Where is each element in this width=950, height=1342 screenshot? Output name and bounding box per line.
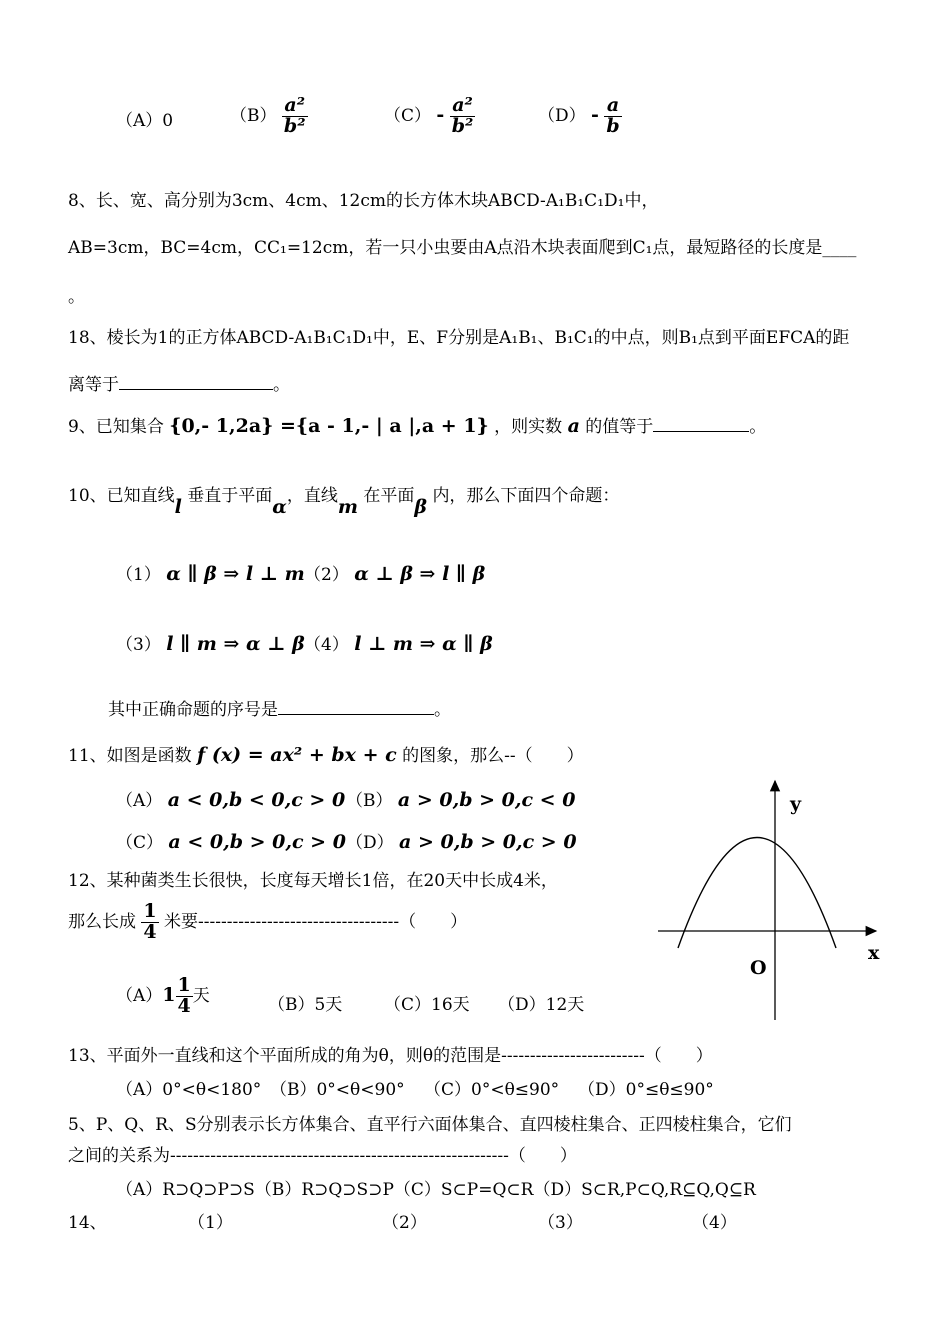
q9-set-equation: {0,- 1,2a} ={a - 1,- | a |,a + 1} [169, 415, 489, 437]
q7-option-c-fraction [450, 96, 476, 137]
q10-prop-3-expr: l ∥ m ⇒ α ⊥ β [166, 633, 305, 655]
q14-label: 14、 [68, 1213, 107, 1233]
q8-line2: AB=3cm，BC=4cm，CC₁=12cm，若一只小虫要由A点沿木块表面爬到C₁点，最短路径的长度是____ [68, 238, 857, 258]
q10-prop-4 [304, 630, 493, 655]
q12-line2 [68, 902, 467, 943]
q11-option-b [346, 786, 575, 811]
q7-option-b-label: （B） [230, 105, 277, 126]
q10-answer-prefix: 其中正确命题的序号是 [108, 700, 278, 720]
q12-option-d: （D）12天 [498, 995, 585, 1015]
q12-option-a [116, 976, 210, 1017]
q13-option-b: （B）0°<θ<90° [270, 1080, 405, 1100]
q10-prop-1-label: （1） [116, 565, 161, 585]
q7-option-d [538, 96, 622, 137]
q11-option-c-label: （C） [116, 833, 164, 853]
q11-line [68, 741, 584, 766]
q11-prefix: 11、如图是函数 [68, 746, 192, 766]
q18-answer-blank[interactable] [119, 373, 273, 390]
q12-prefix: 那么长成 [68, 911, 136, 932]
q7-c-denominator: b² [451, 114, 474, 137]
q11-suffix: 的图象，那么--（ ） [402, 746, 584, 766]
q8-line1: 8、长、宽、高分别为3cm、4cm、12cm的长方体木块ABCD-A₁B₁C₁D₁中， [68, 191, 659, 211]
q10-prop-2 [304, 560, 485, 585]
q12-option-a-num: 1 [177, 974, 191, 996]
q18-prefix: 离等于 [68, 375, 119, 395]
q14-item-2: （2） [382, 1213, 427, 1233]
q10-answer-line [108, 695, 451, 720]
q11-option-b-label: （B） [346, 791, 393, 811]
q10-p2: 垂直于平面 [187, 486, 273, 506]
q13-option-d: （D）0°≤θ≤90° [578, 1080, 714, 1100]
q14-item-4: （4） [692, 1213, 737, 1233]
q5-options: （A）R⊃Q⊃P⊃S（B）R⊃Q⊃S⊃P（C）S⊂P=Q⊂R（D）S⊂R,P⊂Q,R⊆Q,Q⊆R [116, 1180, 756, 1200]
q5-line2: 之间的关系为-----------------------------------------------------------（ ） [68, 1146, 577, 1166]
parabola-graph [650, 775, 890, 1025]
q11-option-d [346, 828, 577, 853]
graph-y-label: y [790, 793, 802, 815]
q11-option-c [116, 828, 346, 853]
q12-option-a-label: （A） [116, 985, 163, 1006]
q13-option-a: （A）0°<θ<180° [116, 1080, 262, 1100]
graph-x-label: x [868, 942, 880, 964]
q11-option-a-label: （A） [116, 791, 163, 811]
q7-b-denominator: b² [283, 114, 306, 137]
q10-m: m [337, 496, 358, 518]
q12-option-c: （C）16天 [384, 995, 470, 1015]
q7-option-c-label: （C） [384, 105, 432, 126]
q10-prop-3-label: （3） [116, 635, 161, 655]
q12-option-b: （B）5天 [268, 995, 343, 1015]
q7-c-numerator: a² [450, 96, 476, 117]
q12-option-a-unit: 天 [192, 985, 210, 1006]
q7-option-b-fraction [282, 96, 308, 137]
q10-answer-suffix: 。 [434, 700, 451, 720]
q13-line1: 13、平面外一直线和这个平面所成的角为θ，则θ的范围是-------------------------（ ） [68, 1046, 713, 1066]
q10-p3: ，直线 [286, 486, 338, 506]
q7-option-d-fraction [604, 96, 621, 137]
q7-option-c [384, 96, 475, 137]
q7-d-denominator: b [606, 114, 620, 137]
q12-frac-num: 1 [143, 900, 157, 922]
q9-prefix: 9、已知集合 [68, 417, 164, 437]
q10-prop-3 [116, 630, 305, 655]
q12-option-a-fraction [176, 976, 193, 1017]
q14-item-1: （1） [188, 1213, 233, 1233]
q12-frac-den: 4 [143, 920, 157, 943]
q12-option-a-whole: 1 [162, 983, 176, 1006]
q12-option-a-den: 4 [177, 994, 191, 1017]
q8-line3: 。 [68, 287, 85, 307]
q10-beta: β [414, 496, 428, 518]
q10-alpha: α [272, 496, 287, 518]
q7-c-sign: - [436, 103, 445, 126]
q11-option-a-expr: a < 0,b < 0,c > 0 [167, 789, 346, 811]
q10-prop-4-label: （4） [304, 635, 349, 655]
q12-suffix: 米要-----------------------------------（ ） [164, 911, 468, 932]
q7-d-numerator: a [604, 96, 621, 117]
q13-option-c: （C）0°<θ≤90° [424, 1080, 560, 1100]
q11-option-a [116, 786, 345, 811]
q10-p4: 在平面 [363, 486, 415, 506]
q9-answer-blank[interactable] [653, 415, 749, 432]
q9-end: 。 [749, 417, 767, 437]
q10-prop-4-expr: l ⊥ m ⇒ α ∥ β [354, 633, 493, 655]
q18-line1: 18、棱长为1的正方体ABCD-A₁B₁C₁D₁中，E、F分别是A₁B₁、B₁C₁的中点，则B₁点到平面EFCA的距 [68, 328, 850, 348]
q7-option-a: （A）0 [116, 111, 174, 131]
q10-prop-1-expr: α ∥ β ⇒ l ⊥ m [166, 563, 305, 585]
q9-line [68, 412, 766, 437]
q10-p5: 内，那么下面四个命题： [432, 486, 620, 506]
q7-option-b [230, 96, 308, 137]
q10-line [68, 481, 620, 518]
q11-option-d-label: （D） [346, 833, 394, 853]
q10-prop-2-label: （2） [304, 565, 349, 585]
q9-variable: a [567, 415, 580, 437]
q10-l: l [174, 496, 182, 518]
q7-d-sign: - [591, 103, 599, 126]
q11-option-b-expr: a > 0,b > 0,c < 0 [397, 789, 576, 811]
q18-suffix: 。 [273, 375, 290, 395]
q11-option-d-expr: a > 0,b > 0,c > 0 [399, 831, 577, 853]
q9-middle: ，则实数 [494, 417, 563, 437]
q11-option-c-expr: a < 0,b > 0,c > 0 [168, 831, 346, 853]
q7-option-d-label: （D） [538, 105, 586, 126]
q5-line1: 5、P、Q、R、S分别表示长方体集合、直平行六面体集合、直四棱柱集合、正四棱柱集合，它们 [68, 1115, 792, 1135]
q10-prop-1 [116, 560, 305, 585]
q11-function: f (x) = ax² + bx + c [197, 744, 397, 766]
graph-origin-label: O [750, 957, 767, 979]
q12-fraction [141, 902, 158, 943]
q14-item-3: （3） [538, 1213, 583, 1233]
q10-answer-blank[interactable] [278, 698, 434, 715]
q9-suffix: 的值等于 [585, 417, 654, 437]
q12-line1: 12、某种菌类生长很快，长度每天增长1倍，在20天中长成4米， [68, 871, 558, 891]
q10-prop-2-expr: α ⊥ β ⇒ l ∥ β [354, 563, 486, 585]
q18-line2 [68, 370, 290, 395]
q7-b-numerator: a² [282, 96, 308, 117]
q10-p1: 10、已知直线 [68, 486, 175, 506]
